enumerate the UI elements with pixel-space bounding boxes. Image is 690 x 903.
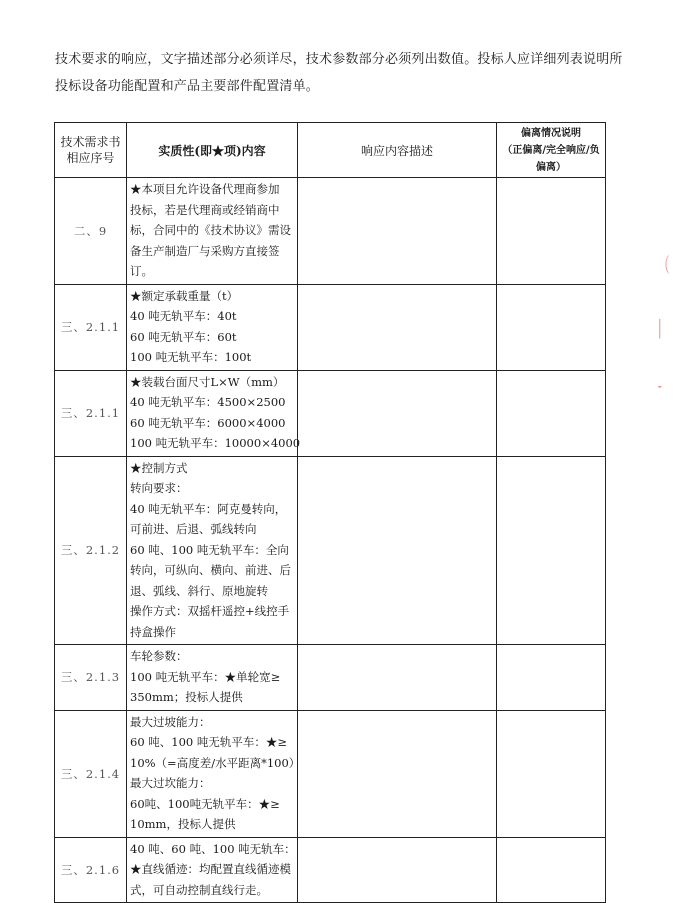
row-substantive-cell [127,645,298,711]
stamp-mark: | [657,315,662,339]
content-line: 40 吨无轨平车：阿克曼转向， [130,501,287,516]
content-line: 60 吨无轨平车：60t [130,329,237,344]
content-line: 投标，若是代理商或经销商中 [130,202,280,217]
stamp-mark: （ [657,253,670,277]
row-substantive-cell [127,710,301,837]
content-line: 60 吨无轨平车：6000×4000 [130,415,286,430]
table-row [55,284,606,370]
row-response-cell[interactable] [298,710,497,837]
content-line: 最大过坎能力： [130,776,211,790]
row-substantive-cell [127,456,298,645]
content-line: 10mm，投标人提供 [130,817,236,831]
stamp-mark: - [657,373,662,397]
header-index: 技术需求书 相应序号 [55,123,127,178]
content-line: 40 吨无轨平车：40t [130,309,237,323]
row-index-cell: 三、2.1.2 [55,456,127,645]
table-row [55,456,606,645]
content-line: 转向，可纵向、横向、前进、后 [130,563,291,577]
row-response-cell[interactable] [298,370,497,456]
table-row [55,837,606,903]
intro-line-1: 技术要求的响应，文字描述部分必须详尽，技术参数部分必须列出数值。投标人应详细列表说明所 [55,52,623,67]
row-index-cell: 三、2.1.1 [55,370,127,456]
row-substantive-cell [127,370,301,456]
row-response-cell[interactable] [298,284,497,370]
header-response: 响应内容描述 [298,123,497,178]
header-substantive: 实质性(即★项)内容 [127,123,298,178]
table-row [55,178,606,285]
content-line: ★本项目允许设备代理商参加 [130,182,280,196]
row-index-cell: 三、2.1.3 [55,645,127,711]
content-line: 最大过坡能力： [130,714,211,729]
content-line: 转向要求： [130,481,188,495]
table-body [55,178,606,903]
row-substantive-cell [127,837,298,903]
content-line: ★控制方式 [130,460,188,475]
content-line: 60吨、100吨无轨平车：★≥ [130,796,280,811]
row-deviation-cell[interactable] [497,456,606,645]
row-response-cell[interactable] [298,645,497,711]
intro-line-2: 投标设备功能配置和产品主要部件配置清单。 [55,79,320,94]
row-deviation-cell[interactable] [497,178,606,285]
content-line: 式，可自动控制直线行走。 [130,882,268,897]
header-deviation: 偏离情况说明 （正偏离/完全响应/负 偏离） [497,123,606,178]
content-line: 100 吨无轨平车：★单轮宽≥ [130,669,281,684]
table-row [55,645,606,711]
row-deviation-cell[interactable] [497,837,606,903]
row-substantive-cell [127,284,298,370]
row-response-cell[interactable] [298,837,497,903]
row-deviation-cell[interactable] [497,284,606,370]
content-line: ★装载台面尺寸L×W（mm） [130,374,285,389]
content-line: 操作方式：双摇杆遥控+线控手 [130,604,290,618]
row-deviation-cell[interactable] [497,645,606,711]
content-line: 车轮参数： [130,649,188,663]
row-index-cell: 三、2.1.6 [55,837,127,903]
content-line: 标，合同中的《技术协议》需设 [130,223,291,237]
row-response-cell[interactable] [298,178,497,285]
content-line: 60 吨、100 吨无轨平车：★≥ [130,735,288,749]
content-line: 60 吨、100 吨无轨平车：全向 [130,542,289,557]
content-line: 100 吨无轨平车：10000×4000 [130,436,301,450]
content-line: 350mm；投标人提供 [130,690,243,704]
content-line: 10%（=高度差/水平距离*100） [130,755,301,770]
content-line: 可前进、后退、弧线转向 [130,522,257,536]
content-line: 100 吨无轨平车：100t [130,350,252,364]
content-line: 订。 [130,264,153,278]
row-deviation-cell[interactable] [497,370,606,456]
content-line: 40 吨无轨平车：4500×2500 [130,395,286,409]
row-response-cell[interactable] [298,456,497,645]
table-row [55,370,606,456]
intro-paragraph [55,46,625,100]
content-line: 40 吨、60 吨、100 吨无轨车： [130,841,296,856]
content-line: 备生产制造厂与采购方直接签 [130,243,280,258]
content-line: 退、弧线、斜行、原地旋转 [130,583,268,598]
table-row [55,710,606,837]
response-table [54,122,606,903]
table-header-row [55,123,606,178]
row-deviation-cell[interactable] [497,710,606,837]
content-line: ★直线循迹：均配置直线循迹模 [130,862,291,876]
content-line: 持盒操作 [130,624,176,639]
row-index-cell: 三、2.1.4 [55,710,127,837]
row-index-cell: 二、9 [55,178,127,285]
content-line: ★额定承载重量（t） [130,288,239,303]
row-index-cell: 三、2.1.1 [55,284,127,370]
row-substantive-cell [127,178,298,285]
